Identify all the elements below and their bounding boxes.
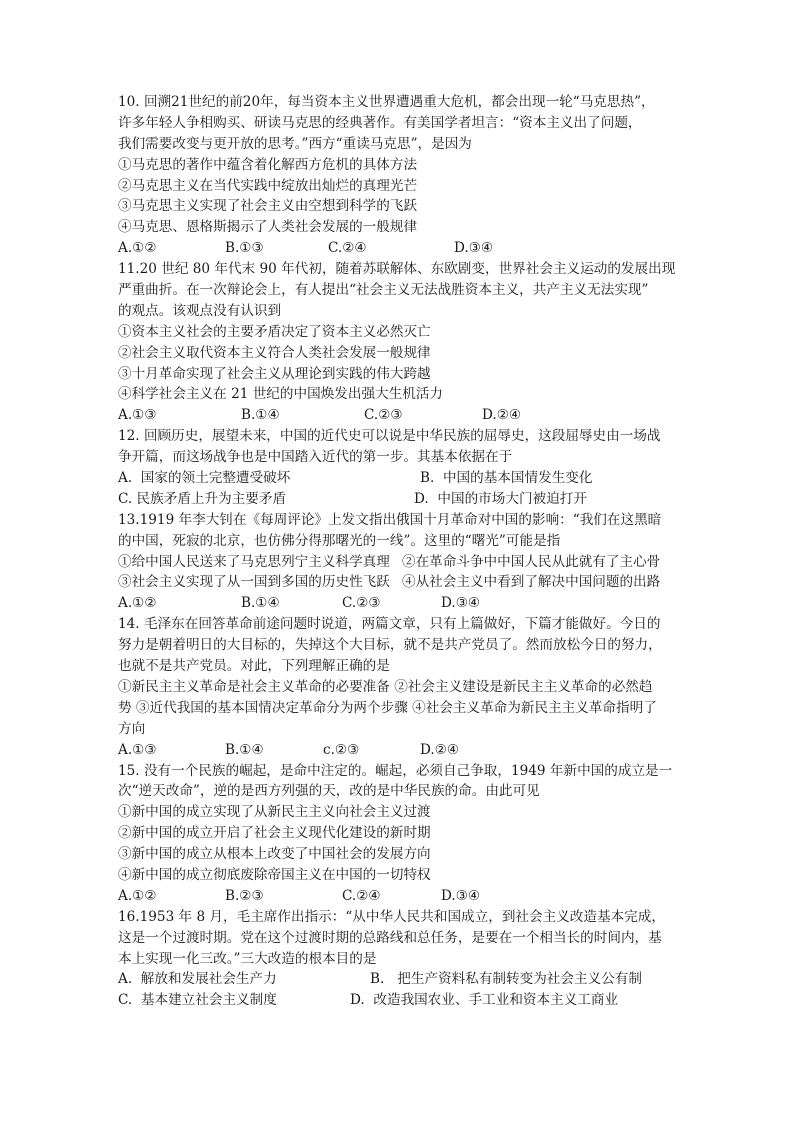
question-11 bbox=[118, 259, 678, 426]
option-b: B.②③ bbox=[225, 887, 264, 904]
question-stem-line: 次“逆天改命”，逆的是西方列强的天，改的是中华民族的命。由此可见 bbox=[118, 783, 540, 800]
question-stem-line: 13.1919 年李大钊在《每周评论》上发文指出俄国十月革命对中国的影响：“我们在这黑暗 bbox=[118, 511, 662, 528]
option-c: C. 民族矛盾上升为主要矛盾 bbox=[118, 490, 287, 507]
option-a: A.①② bbox=[118, 595, 157, 612]
option-b: B. 把生产资料私有制转变为社会主义公有制 bbox=[370, 971, 642, 988]
statement: ③十月革命实现了社会主义从理论到实践的伟大跨越 bbox=[118, 365, 431, 382]
question-stem-line: 16.1953 年 8 月，毛主席作出指示：“从中华人民共和国成立，到社会主义改造基本完成， bbox=[118, 908, 665, 925]
question-stem-line: 14. 毛泽东在回答革命前途问题时说道，两篇文章，只有上篇做好，下篇才能做好。今日的 bbox=[118, 616, 661, 633]
statement: ③社会主义实现了从一国到多国的历史性飞跃 bbox=[118, 574, 390, 591]
question-13 bbox=[118, 510, 678, 614]
question-12 bbox=[118, 426, 678, 510]
question-stem-line: 的观点。该观点没有认识到 bbox=[118, 302, 282, 319]
option-d: D.③④ bbox=[441, 887, 481, 904]
option-c: C. 基本建立社会主义制度 bbox=[118, 992, 277, 1009]
statement: ②新中国的成立开启了社会主义现代化建设的新时期 bbox=[118, 825, 431, 842]
option-b: B.①④ bbox=[241, 407, 280, 424]
option-c: C.②④ bbox=[328, 240, 367, 257]
option-c: C.②④ bbox=[342, 887, 381, 904]
question-stem-line: 10. 回溯21世纪的前20年，每当资本主义世界遭遇重大危机，都会出现一轮“马克思热”， bbox=[118, 94, 655, 110]
question-stem-line: 本上实现一化三改。”三大改造的根本目的是 bbox=[118, 950, 377, 967]
option-c: C.②③ bbox=[342, 595, 381, 612]
question-stem-line: 努力是朝着明日的大目标的，失掉这个大目标，就不是共产党员了。然而放松今日的努力， bbox=[118, 637, 662, 654]
statements-row bbox=[118, 572, 678, 593]
statement: ④从社会主义中看到了解决中国问题的出路 bbox=[402, 574, 661, 591]
options-row bbox=[118, 593, 678, 614]
options-row bbox=[118, 990, 678, 1011]
option-a: A.①② bbox=[118, 887, 157, 904]
options-row bbox=[118, 468, 678, 489]
option-d: D. 改造我国农业、手工业和资本主义工商业 bbox=[350, 992, 619, 1009]
question-16 bbox=[118, 907, 678, 1011]
option-d: D. 中国的市场大门被迫打开 bbox=[414, 490, 587, 507]
statement: ①新中国的成立实现了从新民主主义向社会主义过渡 bbox=[118, 804, 431, 821]
question-stem-line: 严重曲折。在一次辩论会上，有人提出“社会主义无法战胜资本主义，共产主义无法实现” bbox=[118, 282, 649, 299]
option-c: c.②③ bbox=[323, 741, 360, 758]
question-15 bbox=[118, 761, 678, 907]
question-stem-line: 15. 没有一个民族的崛起，是命中注定的。崛起，必须自己争取，1949 年新中国的成立是一 bbox=[118, 762, 673, 779]
question-stem-line: 势 ③近代我国的基本国情决定革命分为两个步骤 ④社会主义革命为新民主主义革命指明了 bbox=[118, 699, 657, 716]
question-stem-line: 的中国，死寂的北京，也仿佛分得那曙光的一线”。这里的“曙光”可能是指 bbox=[118, 532, 561, 549]
option-a: A.①③ bbox=[118, 741, 157, 758]
options-row bbox=[118, 969, 678, 990]
statement: ①给中国人民送来了马克思列宁主义科学真理 bbox=[118, 553, 390, 570]
option-d: D.③④ bbox=[454, 240, 494, 257]
options-row bbox=[118, 489, 678, 510]
option-a: A. 解放和发展社会生产力 bbox=[118, 971, 277, 988]
option-b: B.①④ bbox=[225, 741, 264, 758]
question-stem-line: 11.20 世纪 80 年代末 90 年代初，随着苏联解体、东欧剧变，世界社会主义运动的发展出现 bbox=[118, 261, 676, 278]
option-c: C.②③ bbox=[364, 407, 403, 424]
statement: ④马克思、恩格斯揭示了人类社会发展的一般规律 bbox=[118, 219, 418, 236]
statement: ③新中国的成立从根本上改变了中国社会的发展方向 bbox=[118, 846, 431, 863]
statement: ②马克思主义在当代实践中绽放出灿烂的真理光芒 bbox=[118, 177, 418, 194]
statement: ④科学社会主义在 21 世纪的中国焕发出强大生机活力 bbox=[118, 386, 444, 403]
question-10 bbox=[118, 92, 678, 259]
question-14 bbox=[118, 614, 678, 760]
question-stem-line: 12. 回顾历史，展望未来，中国的近代史可以说是中华民族的屈辱史，这段屈辱史由一场战 bbox=[118, 428, 661, 445]
statement: ③马克思主义实现了社会主义由空想到科学的飞跃 bbox=[118, 198, 418, 215]
question-stem-line: 我们需要改变与更开放的思考。”西方“重读马克思”，是因为 bbox=[118, 135, 472, 152]
options-row bbox=[118, 405, 678, 426]
question-stem-line: 争开篇，而这场战争也是中国踏入近代的第一步。其基本依据在于 bbox=[118, 449, 513, 466]
options-row bbox=[118, 238, 678, 259]
option-a: A.①③ bbox=[118, 407, 157, 424]
option-a: A.①② bbox=[118, 240, 157, 257]
options-row bbox=[118, 740, 678, 761]
option-d: D.②④ bbox=[420, 741, 460, 758]
statement: ②在革命斗争中中国人民从此就有了主心骨 bbox=[402, 553, 661, 570]
option-b: B. 中国的基本国情发生变化 bbox=[420, 470, 593, 487]
question-stem-line: 这是一个过渡时期。党在这个过渡时期的总路线和总任务，是要在一个相当长的时间内，基 bbox=[118, 929, 662, 946]
question-stem-line: 方向 bbox=[118, 720, 146, 737]
statement: ①资本主义社会的主要矛盾决定了资本主义必然灭亡 bbox=[118, 323, 431, 340]
options-row bbox=[118, 886, 678, 907]
question-stem-line: 许多年轻人争相购买、研读马克思的经典著作。有美国学者坦言：“资本主义出了问题， bbox=[118, 114, 642, 131]
exam-page bbox=[118, 92, 678, 1011]
statements-row bbox=[118, 552, 678, 573]
question-stem-line: 也就不是共产党员。对此，下列理解正确的是 bbox=[118, 658, 390, 675]
option-b: B.①④ bbox=[241, 595, 280, 612]
statement: ④新中国的成立彻底废除帝国主义在中国的一切特权 bbox=[118, 866, 431, 883]
statement: ①马克思的著作中蕴含着化解西方危机的具体方法 bbox=[118, 156, 418, 173]
option-b: B.①③ bbox=[225, 240, 264, 257]
option-d: D.②④ bbox=[482, 407, 522, 424]
option-d: D.③④ bbox=[441, 595, 481, 612]
question-stem-line: ①新民主主义革命是社会主义革命的必要准备 ②社会主义建设是新民主主义革命的必然趋 bbox=[118, 678, 653, 695]
statement: ②社会主义取代资本主义符合人类社会发展一般规律 bbox=[118, 344, 431, 361]
option-a: A. 国家的领土完整遭受破坏 bbox=[118, 470, 291, 487]
